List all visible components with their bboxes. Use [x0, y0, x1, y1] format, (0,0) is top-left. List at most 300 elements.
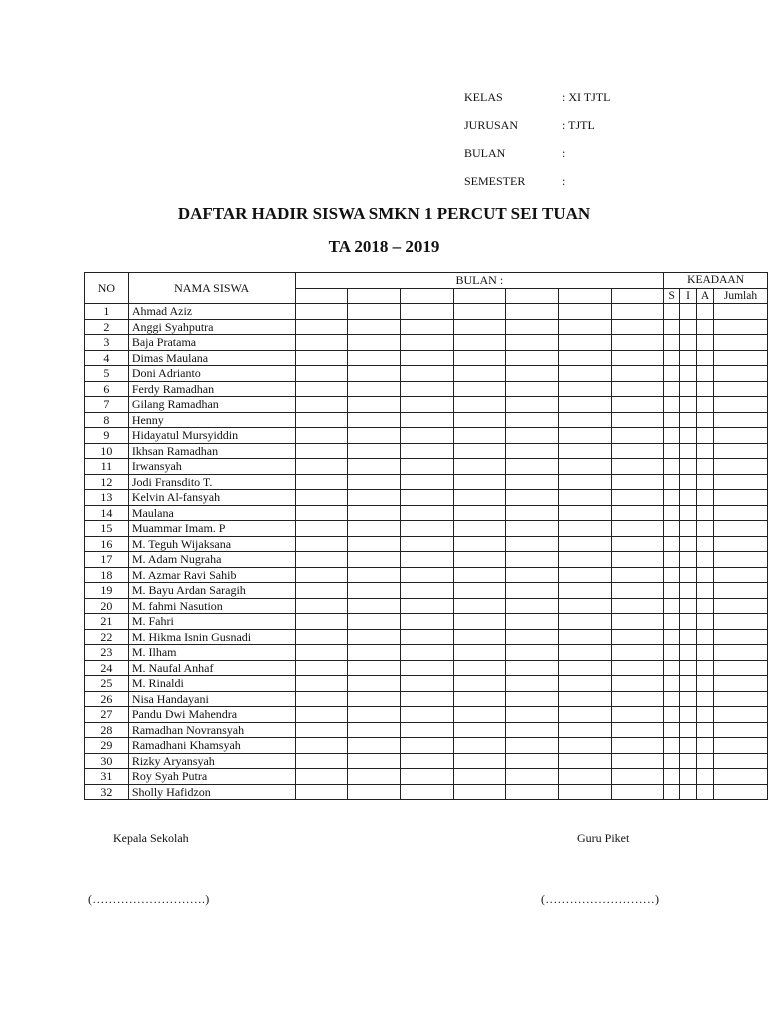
attendance-cell[interactable]: [558, 552, 611, 568]
attendance-cell[interactable]: [348, 660, 401, 676]
attendance-cell[interactable]: [295, 335, 348, 351]
status-cell[interactable]: [680, 707, 697, 723]
attendance-cell[interactable]: [348, 521, 401, 537]
status-cell[interactable]: [713, 691, 767, 707]
attendance-cell[interactable]: [558, 598, 611, 614]
attendance-cell[interactable]: [400, 443, 453, 459]
status-cell[interactable]: [713, 459, 767, 475]
status-cell[interactable]: [713, 660, 767, 676]
attendance-cell[interactable]: [611, 319, 664, 335]
attendance-cell[interactable]: [295, 738, 348, 754]
attendance-cell[interactable]: [400, 614, 453, 630]
attendance-cell[interactable]: [611, 536, 664, 552]
status-cell[interactable]: [713, 412, 767, 428]
attendance-cell[interactable]: [558, 319, 611, 335]
status-cell[interactable]: [680, 691, 697, 707]
attendance-cell[interactable]: [506, 350, 559, 366]
status-cell[interactable]: [697, 645, 714, 661]
status-cell[interactable]: [664, 335, 680, 351]
attendance-cell[interactable]: [611, 753, 664, 769]
attendance-cell[interactable]: [506, 784, 559, 800]
attendance-cell[interactable]: [506, 521, 559, 537]
attendance-cell[interactable]: [611, 552, 664, 568]
attendance-cell[interactable]: [295, 319, 348, 335]
status-cell[interactable]: [713, 552, 767, 568]
status-cell[interactable]: [664, 567, 680, 583]
status-cell[interactable]: [713, 722, 767, 738]
status-cell[interactable]: [680, 598, 697, 614]
attendance-cell[interactable]: [506, 335, 559, 351]
attendance-cell[interactable]: [400, 691, 453, 707]
attendance-cell[interactable]: [295, 474, 348, 490]
attendance-cell[interactable]: [558, 676, 611, 692]
attendance-cell[interactable]: [348, 397, 401, 413]
attendance-cell[interactable]: [453, 335, 506, 351]
attendance-cell[interactable]: [348, 784, 401, 800]
status-cell[interactable]: [664, 769, 680, 785]
attendance-cell[interactable]: [348, 381, 401, 397]
status-cell[interactable]: [697, 490, 714, 506]
status-cell[interactable]: [680, 474, 697, 490]
attendance-cell[interactable]: [611, 645, 664, 661]
attendance-cell[interactable]: [348, 428, 401, 444]
attendance-cell[interactable]: [348, 490, 401, 506]
attendance-cell[interactable]: [400, 490, 453, 506]
attendance-cell[interactable]: [295, 505, 348, 521]
attendance-cell[interactable]: [506, 583, 559, 599]
attendance-cell[interactable]: [558, 350, 611, 366]
attendance-cell[interactable]: [295, 645, 348, 661]
attendance-cell[interactable]: [453, 397, 506, 413]
attendance-cell[interactable]: [400, 707, 453, 723]
status-cell[interactable]: [664, 412, 680, 428]
attendance-cell[interactable]: [506, 676, 559, 692]
attendance-cell[interactable]: [453, 304, 506, 320]
attendance-cell[interactable]: [295, 412, 348, 428]
attendance-cell[interactable]: [348, 412, 401, 428]
attendance-cell[interactable]: [558, 769, 611, 785]
attendance-cell[interactable]: [558, 722, 611, 738]
attendance-cell[interactable]: [295, 350, 348, 366]
attendance-cell[interactable]: [348, 474, 401, 490]
attendance-cell[interactable]: [611, 722, 664, 738]
attendance-cell[interactable]: [348, 645, 401, 661]
status-cell[interactable]: [697, 691, 714, 707]
status-cell[interactable]: [680, 567, 697, 583]
status-cell[interactable]: [680, 769, 697, 785]
attendance-cell[interactable]: [506, 707, 559, 723]
attendance-cell[interactable]: [506, 304, 559, 320]
attendance-cell[interactable]: [506, 412, 559, 428]
status-cell[interactable]: [713, 629, 767, 645]
attendance-cell[interactable]: [611, 567, 664, 583]
status-cell[interactable]: [680, 536, 697, 552]
status-cell[interactable]: [697, 629, 714, 645]
attendance-cell[interactable]: [558, 614, 611, 630]
attendance-cell[interactable]: [348, 319, 401, 335]
attendance-cell[interactable]: [400, 350, 453, 366]
attendance-cell[interactable]: [295, 660, 348, 676]
status-cell[interactable]: [713, 738, 767, 754]
attendance-cell[interactable]: [453, 505, 506, 521]
status-cell[interactable]: [664, 552, 680, 568]
attendance-cell[interactable]: [295, 691, 348, 707]
status-cell[interactable]: [680, 738, 697, 754]
attendance-cell[interactable]: [611, 381, 664, 397]
attendance-cell[interactable]: [348, 536, 401, 552]
attendance-cell[interactable]: [506, 319, 559, 335]
attendance-cell[interactable]: [400, 319, 453, 335]
attendance-cell[interactable]: [295, 552, 348, 568]
attendance-cell[interactable]: [558, 645, 611, 661]
attendance-cell[interactable]: [506, 769, 559, 785]
status-cell[interactable]: [697, 614, 714, 630]
status-cell[interactable]: [680, 521, 697, 537]
attendance-cell[interactable]: [348, 738, 401, 754]
status-cell[interactable]: [713, 598, 767, 614]
attendance-cell[interactable]: [558, 567, 611, 583]
attendance-cell[interactable]: [611, 769, 664, 785]
attendance-cell[interactable]: [400, 381, 453, 397]
status-cell[interactable]: [697, 707, 714, 723]
attendance-cell[interactable]: [400, 335, 453, 351]
attendance-cell[interactable]: [348, 676, 401, 692]
attendance-cell[interactable]: [506, 691, 559, 707]
status-cell[interactable]: [664, 660, 680, 676]
status-cell[interactable]: [680, 614, 697, 630]
status-cell[interactable]: [664, 381, 680, 397]
status-cell[interactable]: [697, 598, 714, 614]
attendance-cell[interactable]: [611, 412, 664, 428]
status-cell[interactable]: [697, 381, 714, 397]
attendance-cell[interactable]: [558, 536, 611, 552]
attendance-cell[interactable]: [506, 738, 559, 754]
attendance-cell[interactable]: [611, 614, 664, 630]
status-cell[interactable]: [697, 443, 714, 459]
attendance-cell[interactable]: [506, 614, 559, 630]
status-cell[interactable]: [664, 490, 680, 506]
attendance-cell[interactable]: [348, 350, 401, 366]
attendance-cell[interactable]: [558, 490, 611, 506]
status-cell[interactable]: [664, 366, 680, 382]
attendance-cell[interactable]: [295, 583, 348, 599]
status-cell[interactable]: [713, 521, 767, 537]
status-cell[interactable]: [680, 552, 697, 568]
attendance-cell[interactable]: [611, 691, 664, 707]
status-cell[interactable]: [680, 645, 697, 661]
attendance-cell[interactable]: [453, 443, 506, 459]
attendance-cell[interactable]: [453, 660, 506, 676]
attendance-cell[interactable]: [400, 598, 453, 614]
attendance-cell[interactable]: [453, 707, 506, 723]
status-cell[interactable]: [697, 474, 714, 490]
status-cell[interactable]: [664, 505, 680, 521]
attendance-cell[interactable]: [400, 428, 453, 444]
attendance-cell[interactable]: [558, 366, 611, 382]
status-cell[interactable]: [680, 381, 697, 397]
status-cell[interactable]: [713, 319, 767, 335]
attendance-cell[interactable]: [295, 707, 348, 723]
status-cell[interactable]: [680, 443, 697, 459]
attendance-cell[interactable]: [506, 366, 559, 382]
attendance-cell[interactable]: [453, 645, 506, 661]
attendance-cell[interactable]: [611, 428, 664, 444]
attendance-cell[interactable]: [348, 335, 401, 351]
status-cell[interactable]: [713, 397, 767, 413]
status-cell[interactable]: [697, 304, 714, 320]
status-cell[interactable]: [713, 443, 767, 459]
attendance-cell[interactable]: [453, 583, 506, 599]
status-cell[interactable]: [664, 474, 680, 490]
attendance-cell[interactable]: [611, 335, 664, 351]
attendance-cell[interactable]: [453, 381, 506, 397]
attendance-cell[interactable]: [295, 567, 348, 583]
attendance-cell[interactable]: [506, 536, 559, 552]
attendance-cell[interactable]: [295, 459, 348, 475]
status-cell[interactable]: [680, 784, 697, 800]
attendance-cell[interactable]: [348, 583, 401, 599]
attendance-cell[interactable]: [558, 505, 611, 521]
attendance-cell[interactable]: [611, 459, 664, 475]
status-cell[interactable]: [713, 381, 767, 397]
status-cell[interactable]: [697, 505, 714, 521]
attendance-cell[interactable]: [400, 536, 453, 552]
attendance-cell[interactable]: [348, 722, 401, 738]
status-cell[interactable]: [680, 335, 697, 351]
attendance-cell[interactable]: [295, 614, 348, 630]
attendance-cell[interactable]: [506, 443, 559, 459]
attendance-cell[interactable]: [295, 397, 348, 413]
status-cell[interactable]: [697, 521, 714, 537]
attendance-cell[interactable]: [611, 660, 664, 676]
attendance-cell[interactable]: [400, 753, 453, 769]
attendance-cell[interactable]: [453, 366, 506, 382]
attendance-cell[interactable]: [400, 459, 453, 475]
attendance-cell[interactable]: [611, 397, 664, 413]
attendance-cell[interactable]: [558, 629, 611, 645]
status-cell[interactable]: [697, 366, 714, 382]
attendance-cell[interactable]: [400, 304, 453, 320]
attendance-cell[interactable]: [400, 738, 453, 754]
attendance-cell[interactable]: [295, 598, 348, 614]
attendance-cell[interactable]: [295, 753, 348, 769]
attendance-cell[interactable]: [295, 676, 348, 692]
attendance-cell[interactable]: [558, 474, 611, 490]
attendance-cell[interactable]: [558, 381, 611, 397]
attendance-cell[interactable]: [453, 567, 506, 583]
status-cell[interactable]: [713, 583, 767, 599]
status-cell[interactable]: [713, 428, 767, 444]
attendance-cell[interactable]: [558, 397, 611, 413]
attendance-cell[interactable]: [400, 660, 453, 676]
attendance-cell[interactable]: [453, 428, 506, 444]
attendance-cell[interactable]: [506, 428, 559, 444]
status-cell[interactable]: [697, 350, 714, 366]
attendance-cell[interactable]: [506, 645, 559, 661]
attendance-cell[interactable]: [453, 738, 506, 754]
attendance-cell[interactable]: [558, 691, 611, 707]
attendance-cell[interactable]: [453, 459, 506, 475]
attendance-cell[interactable]: [611, 583, 664, 599]
attendance-cell[interactable]: [558, 583, 611, 599]
status-cell[interactable]: [713, 784, 767, 800]
attendance-cell[interactable]: [453, 350, 506, 366]
attendance-cell[interactable]: [453, 490, 506, 506]
attendance-cell[interactable]: [506, 629, 559, 645]
attendance-cell[interactable]: [400, 505, 453, 521]
status-cell[interactable]: [713, 304, 767, 320]
status-cell[interactable]: [664, 707, 680, 723]
attendance-cell[interactable]: [348, 459, 401, 475]
attendance-cell[interactable]: [558, 753, 611, 769]
status-cell[interactable]: [680, 629, 697, 645]
attendance-cell[interactable]: [295, 784, 348, 800]
attendance-cell[interactable]: [453, 536, 506, 552]
attendance-cell[interactable]: [506, 397, 559, 413]
attendance-cell[interactable]: [611, 304, 664, 320]
attendance-cell[interactable]: [400, 397, 453, 413]
status-cell[interactable]: [713, 645, 767, 661]
attendance-cell[interactable]: [506, 753, 559, 769]
attendance-cell[interactable]: [295, 629, 348, 645]
attendance-cell[interactable]: [453, 319, 506, 335]
attendance-cell[interactable]: [295, 536, 348, 552]
status-cell[interactable]: [697, 397, 714, 413]
attendance-cell[interactable]: [558, 459, 611, 475]
status-cell[interactable]: [664, 784, 680, 800]
status-cell[interactable]: [680, 397, 697, 413]
attendance-cell[interactable]: [295, 381, 348, 397]
attendance-cell[interactable]: [558, 521, 611, 537]
status-cell[interactable]: [664, 397, 680, 413]
status-cell[interactable]: [713, 536, 767, 552]
status-cell[interactable]: [664, 536, 680, 552]
attendance-cell[interactable]: [453, 412, 506, 428]
status-cell[interactable]: [697, 428, 714, 444]
status-cell[interactable]: [713, 350, 767, 366]
attendance-cell[interactable]: [506, 567, 559, 583]
status-cell[interactable]: [713, 707, 767, 723]
status-cell[interactable]: [680, 490, 697, 506]
attendance-cell[interactable]: [453, 474, 506, 490]
status-cell[interactable]: [697, 459, 714, 475]
attendance-cell[interactable]: [506, 598, 559, 614]
attendance-cell[interactable]: [506, 459, 559, 475]
attendance-cell[interactable]: [506, 490, 559, 506]
attendance-cell[interactable]: [611, 707, 664, 723]
status-cell[interactable]: [664, 645, 680, 661]
status-cell[interactable]: [713, 567, 767, 583]
attendance-cell[interactable]: [611, 738, 664, 754]
attendance-cell[interactable]: [558, 412, 611, 428]
attendance-cell[interactable]: [348, 567, 401, 583]
status-cell[interactable]: [680, 753, 697, 769]
status-cell[interactable]: [680, 583, 697, 599]
attendance-cell[interactable]: [453, 722, 506, 738]
status-cell[interactable]: [664, 319, 680, 335]
status-cell[interactable]: [664, 350, 680, 366]
status-cell[interactable]: [697, 335, 714, 351]
attendance-cell[interactable]: [453, 629, 506, 645]
attendance-cell[interactable]: [348, 769, 401, 785]
attendance-cell[interactable]: [348, 304, 401, 320]
status-cell[interactable]: [680, 366, 697, 382]
attendance-cell[interactable]: [400, 645, 453, 661]
attendance-cell[interactable]: [506, 474, 559, 490]
status-cell[interactable]: [697, 319, 714, 335]
status-cell[interactable]: [680, 676, 697, 692]
attendance-cell[interactable]: [611, 505, 664, 521]
status-cell[interactable]: [664, 722, 680, 738]
attendance-cell[interactable]: [348, 707, 401, 723]
status-cell[interactable]: [697, 738, 714, 754]
attendance-cell[interactable]: [295, 769, 348, 785]
attendance-cell[interactable]: [453, 552, 506, 568]
attendance-cell[interactable]: [453, 769, 506, 785]
status-cell[interactable]: [697, 753, 714, 769]
status-cell[interactable]: [680, 505, 697, 521]
attendance-cell[interactable]: [558, 707, 611, 723]
status-cell[interactable]: [713, 769, 767, 785]
attendance-cell[interactable]: [295, 366, 348, 382]
attendance-cell[interactable]: [611, 490, 664, 506]
attendance-cell[interactable]: [453, 598, 506, 614]
status-cell[interactable]: [697, 769, 714, 785]
status-cell[interactable]: [697, 536, 714, 552]
attendance-cell[interactable]: [506, 722, 559, 738]
attendance-cell[interactable]: [295, 722, 348, 738]
attendance-cell[interactable]: [348, 614, 401, 630]
attendance-cell[interactable]: [611, 366, 664, 382]
attendance-cell[interactable]: [400, 722, 453, 738]
attendance-cell[interactable]: [400, 583, 453, 599]
status-cell[interactable]: [664, 583, 680, 599]
attendance-cell[interactable]: [400, 629, 453, 645]
status-cell[interactable]: [664, 738, 680, 754]
status-cell[interactable]: [697, 722, 714, 738]
attendance-cell[interactable]: [611, 474, 664, 490]
status-cell[interactable]: [697, 583, 714, 599]
attendance-cell[interactable]: [295, 490, 348, 506]
attendance-cell[interactable]: [400, 412, 453, 428]
attendance-cell[interactable]: [400, 521, 453, 537]
status-cell[interactable]: [680, 412, 697, 428]
attendance-cell[interactable]: [400, 552, 453, 568]
attendance-cell[interactable]: [348, 691, 401, 707]
attendance-cell[interactable]: [348, 366, 401, 382]
attendance-cell[interactable]: [453, 521, 506, 537]
attendance-cell[interactable]: [400, 676, 453, 692]
status-cell[interactable]: [713, 335, 767, 351]
status-cell[interactable]: [664, 443, 680, 459]
attendance-cell[interactable]: [400, 366, 453, 382]
status-cell[interactable]: [697, 552, 714, 568]
attendance-cell[interactable]: [348, 505, 401, 521]
attendance-cell[interactable]: [348, 552, 401, 568]
attendance-cell[interactable]: [295, 428, 348, 444]
attendance-cell[interactable]: [400, 567, 453, 583]
status-cell[interactable]: [713, 614, 767, 630]
status-cell[interactable]: [697, 660, 714, 676]
status-cell[interactable]: [713, 753, 767, 769]
status-cell[interactable]: [664, 459, 680, 475]
attendance-cell[interactable]: [558, 428, 611, 444]
attendance-cell[interactable]: [453, 676, 506, 692]
attendance-cell[interactable]: [506, 552, 559, 568]
attendance-cell[interactable]: [611, 521, 664, 537]
attendance-cell[interactable]: [295, 304, 348, 320]
status-cell[interactable]: [664, 676, 680, 692]
